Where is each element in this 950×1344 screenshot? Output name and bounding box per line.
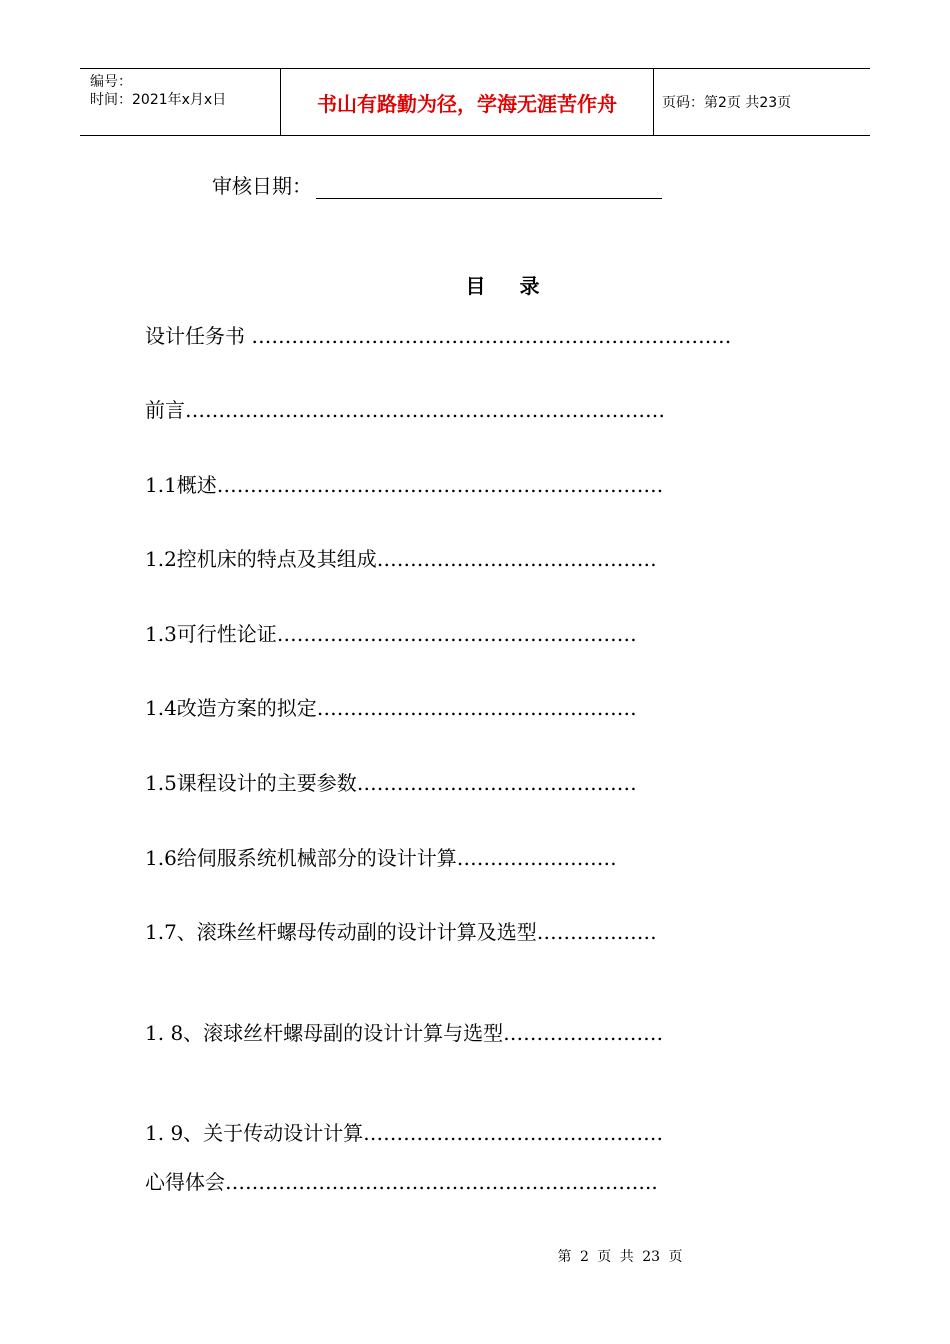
toc-item[interactable]: 1.1概述…………………………………………………………. [145,473,664,497]
header-page-label: 页码：第2页 共23页 [662,95,792,111]
page-footer: 第 2 页 共 23 页 [557,1249,683,1265]
toc-item[interactable]: 1.3可行性论证……………………………………………… [145,622,637,646]
toc-item[interactable]: 1.6给伺服系统机械部分的设计计算…………………… [145,846,617,870]
review-date-row [212,170,662,199]
toc-item[interactable]: 1. 9、关于传动设计计算……………………………………… [145,1121,664,1145]
toc-item[interactable]: 设计任务书 ……………………………………………………………… [145,324,732,348]
header-number-label: 编号： [90,74,132,90]
toc-item[interactable]: 1.4改造方案的拟定………………………………………… [145,696,637,720]
toc-item[interactable]: 1.5课程设计的主要参数…………………………………… [145,771,637,795]
page-header [80,68,870,136]
toc-item[interactable]: 心得体会……………………………………………………….. [145,1170,658,1194]
toc-item[interactable]: 1. 8、滚球丝杆螺母副的设计计算与选型…………………… [145,1021,664,1045]
toc-title-part2: 录 [519,274,540,298]
header-time-label: 时间：2021年x月x日 [90,92,227,108]
review-date-label: 审核日期： [212,174,312,198]
toc-item[interactable]: 前言……………………………………………………………… [145,398,665,422]
toc-title [0,270,950,299]
review-date-blank [316,176,662,199]
toc-title-part1: 目 [465,274,486,298]
toc-item[interactable]: 1.7、滚珠丝杆螺母传动副的设计计算及选型……………… [145,920,657,944]
header-info-cell [80,69,281,135]
toc-item[interactable]: 1.2控机床的特点及其组成…………………………………… [145,547,657,571]
header-motto: 书山有路勤为径，学海无涯苦作舟 [281,69,654,135]
